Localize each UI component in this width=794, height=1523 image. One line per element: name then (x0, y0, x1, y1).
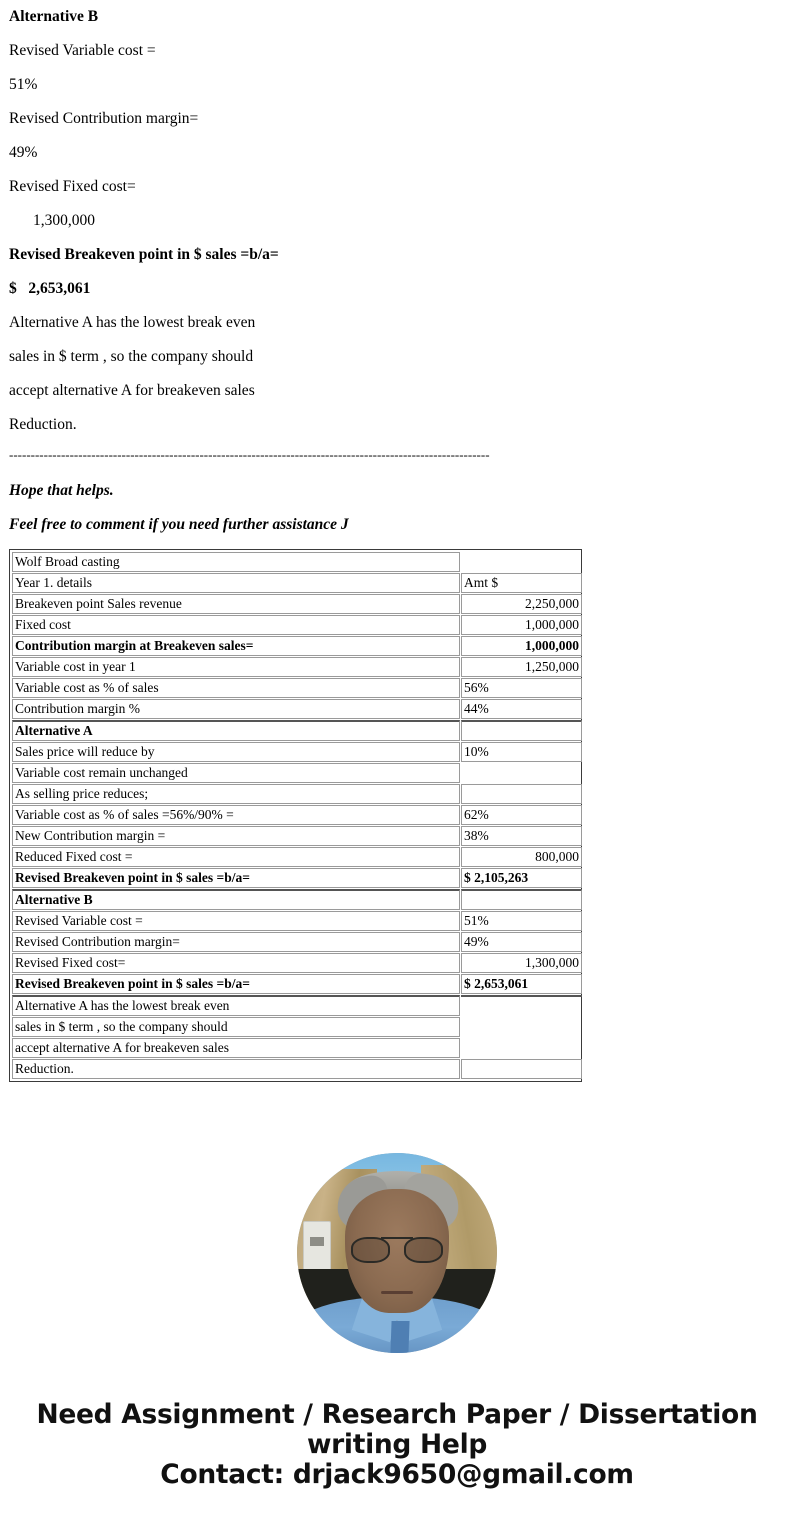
table-row[interactable] (12, 805, 582, 825)
table-row[interactable] (12, 699, 582, 719)
footer-line-1: Need Assignment / Research Paper / Dissertation (36, 1399, 758, 1430)
row-amount-cell[interactable]: 38% (461, 826, 582, 846)
table-row[interactable] (12, 868, 582, 888)
row-label-cell[interactable]: Revised Breakeven point in $ sales =b/a= (12, 974, 460, 994)
narrative-line: $ 2,653,061 (9, 280, 91, 297)
footer-line-2: writing Help (306, 1429, 488, 1460)
row-amount-cell[interactable]: 44% (461, 699, 582, 719)
breakeven-table (11, 551, 583, 1080)
row-label-cell[interactable]: Breakeven point Sales revenue (12, 594, 460, 614)
row-label-cell[interactable]: Wolf Broad casting (12, 552, 460, 572)
row-label-cell[interactable]: accept alternative A for breakeven sales (12, 1038, 460, 1058)
row-amount-cell[interactable] (461, 1017, 582, 1037)
row-label-cell[interactable]: Revised Fixed cost= (12, 953, 460, 973)
table-row[interactable] (12, 784, 582, 804)
row-label-cell[interactable]: Contribution margin % (12, 699, 460, 719)
table-row[interactable] (12, 995, 582, 1016)
row-label-cell[interactable]: Fixed cost (12, 615, 460, 635)
row-amount-cell[interactable] (461, 552, 582, 572)
row-label-cell[interactable]: Year 1. details (12, 573, 460, 593)
row-amount-cell[interactable]: 1,000,000 (461, 636, 582, 656)
table-row[interactable] (12, 889, 582, 910)
closing-line: Feel free to comment if you need further assistance J (9, 516, 349, 533)
row-label-cell[interactable]: Variable cost in year 1 (12, 657, 460, 677)
narrative-line: Revised Breakeven point in $ sales =b/a= (9, 246, 279, 263)
table-row[interactable] (12, 974, 582, 994)
row-amount-cell[interactable]: $ 2,105,263 (461, 868, 582, 888)
table-row[interactable] (12, 573, 582, 593)
footer-promo (0, 1400, 794, 1490)
row-amount-cell[interactable]: 49% (461, 932, 582, 952)
lens-left (351, 1237, 390, 1263)
row-label-cell[interactable]: Variable cost remain unchanged (12, 763, 460, 783)
narrative-line: Alternative A has the lowest break even (9, 314, 256, 331)
row-amount-cell[interactable] (461, 763, 582, 783)
narrative-line: Revised Fixed cost= (9, 178, 136, 195)
narrative-line: 1,300,000 (33, 212, 95, 229)
table-row[interactable] (12, 636, 582, 656)
row-amount-cell[interactable] (461, 889, 582, 910)
row-amount-cell[interactable] (461, 1038, 582, 1058)
footer-line-3: Contact: drjack9650@gmail.com (160, 1459, 634, 1490)
row-label-cell[interactable]: As selling price reduces; (12, 784, 460, 804)
mouth (381, 1291, 413, 1294)
table-row[interactable] (12, 552, 582, 572)
row-amount-cell[interactable]: 10% (461, 742, 582, 762)
closing-block (0, 474, 794, 542)
row-label-cell[interactable]: Alternative B (12, 889, 460, 910)
breakeven-spreadsheet (9, 549, 582, 1082)
table-row[interactable] (12, 953, 582, 973)
narrative-line: sales in $ term , so the company should (9, 348, 254, 365)
row-label-cell[interactable]: Sales price will reduce by (12, 742, 460, 762)
table-row[interactable] (12, 763, 582, 783)
lens-right (404, 1237, 443, 1263)
row-label-cell[interactable]: Reduced Fixed cost = (12, 847, 460, 867)
row-label-cell[interactable]: Reduction. (12, 1059, 460, 1079)
row-label-cell[interactable]: Alternative A (12, 720, 460, 741)
table-row[interactable] (12, 826, 582, 846)
dashed-divider: --------------------------------------------------------------------------------------------------------------- (9, 448, 490, 461)
row-amount-cell[interactable] (461, 784, 582, 804)
table-row[interactable] (12, 1059, 582, 1079)
row-amount-cell[interactable]: Amt $ (461, 573, 582, 593)
narrative-line: 51% (9, 76, 38, 93)
row-label-cell[interactable]: Variable cost as % of sales (12, 678, 460, 698)
narrative-line: 49% (9, 144, 38, 161)
table-row[interactable] (12, 932, 582, 952)
table-row[interactable] (12, 911, 582, 931)
row-label-cell[interactable]: sales in $ term , so the company should (12, 1017, 460, 1037)
table-row[interactable] (12, 615, 582, 635)
table-row[interactable] (12, 1017, 582, 1037)
tie (390, 1321, 409, 1353)
avatar (297, 1153, 497, 1353)
narrative-block (0, 0, 794, 442)
closing-line: Hope that helps. (9, 482, 114, 499)
row-amount-cell[interactable] (461, 1059, 582, 1079)
row-amount-cell[interactable]: $ 2,653,061 (461, 974, 582, 994)
table-row[interactable] (12, 720, 582, 741)
row-amount-cell[interactable] (461, 720, 582, 741)
row-label-cell[interactable]: New Contribution margin = (12, 826, 460, 846)
narrative-line: Alternative B (9, 8, 99, 25)
row-amount-cell[interactable]: 1,000,000 (461, 615, 582, 635)
row-label-cell[interactable]: Contribution margin at Breakeven sales= (12, 636, 460, 656)
row-amount-cell[interactable]: 56% (461, 678, 582, 698)
row-label-cell[interactable]: Revised Breakeven point in $ sales =b/a= (12, 868, 460, 888)
row-amount-cell[interactable]: 2,250,000 (461, 594, 582, 614)
table-row[interactable] (12, 742, 582, 762)
table-row[interactable] (12, 657, 582, 677)
eyeglasses-icon (351, 1237, 443, 1263)
row-amount-cell[interactable]: 51% (461, 911, 582, 931)
table-row[interactable] (12, 594, 582, 614)
row-amount-cell[interactable] (461, 995, 582, 1016)
table-row[interactable] (12, 847, 582, 867)
row-amount-cell[interactable]: 1,250,000 (461, 657, 582, 677)
table-row[interactable] (12, 678, 582, 698)
glasses-bridge (381, 1237, 413, 1239)
row-amount-cell[interactable]: 1,300,000 (461, 953, 582, 973)
row-label-cell[interactable]: Variable cost as % of sales =56%/90% = (12, 805, 460, 825)
table-row[interactable] (12, 1038, 582, 1058)
narrative-line: Revised Variable cost = (9, 42, 156, 59)
narrative-line: Revised Contribution margin= (9, 110, 199, 127)
row-label-cell[interactable]: Revised Contribution margin= (12, 932, 460, 952)
row-label-cell[interactable]: Alternative A has the lowest break even (12, 995, 460, 1016)
row-label-cell[interactable]: Revised Variable cost = (12, 911, 460, 931)
narrative-line: accept alternative A for breakeven sales (9, 382, 255, 399)
row-amount-cell[interactable]: 62% (461, 805, 582, 825)
row-amount-cell[interactable]: 800,000 (461, 847, 582, 867)
narrative-line: Reduction. (9, 416, 77, 433)
